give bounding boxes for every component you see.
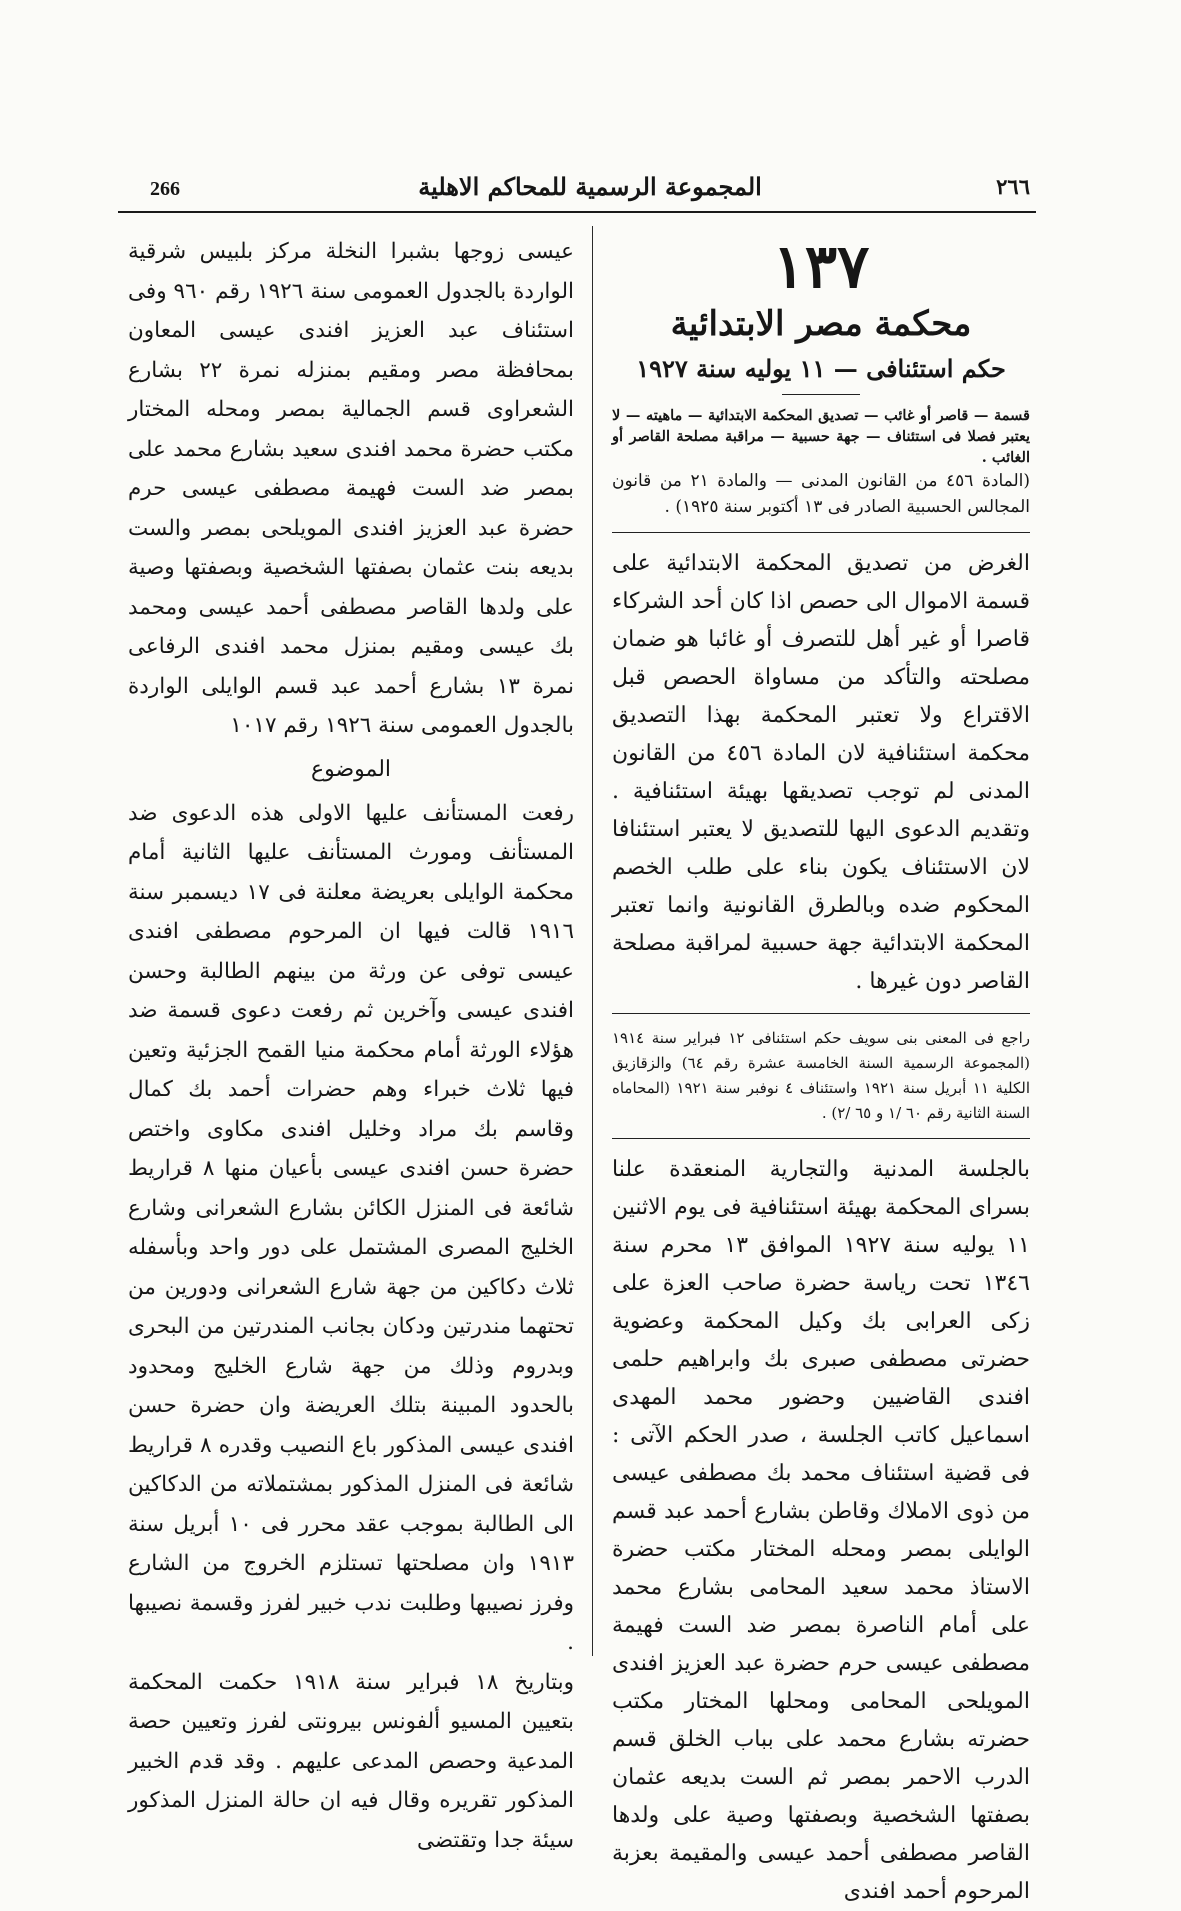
page-number-arabic: ٢٦٦ [996, 174, 1030, 199]
reference-note: راجع فى المعنى بنى سويف حكم استئنافى ١٢ فبراير سنة ١٩١٤ (المجموعة الرسمية السنة الخامسة عشرة رقم ٦٤) والزقازيق الكلية ١١ أبريل سنة ١٩٢١ واستئناف ٤ نوفبر سنة ١٩٢١ (المحاماه السنة الثانية رقم ٦٠ /١ و ٦٥ /٢) . [612, 1029, 1031, 1122]
running-title: المجموعة الرسمية للمحاكم الاهلية [418, 172, 762, 201]
page-number-latin: 266 [150, 178, 180, 200]
note-rule-top [612, 1013, 1030, 1014]
session-text: بالجلسة المدنية والتجارية المنعقدة علنا بسراى المحكمة بهيئة استئنافية فى يوم الاثنين ١١ يوليه سنة ١٩٢٧ الموافق ١٣ محرم سنة ١٣٤٦ تحت رياسة حضرة صاحب العزة على زكى العرابى بك وكيل المحكمة وعضوية حضرتى مصطفى صبرى بك وابراهيم حلمى افندى القاضيين وحضور محمد المهدى اسماعيل كاتب الجلسة ، صدر الحكم الآتى : فى قضية استئناف محمد بك مصطفى عيسى من ذوى الاملاك وقاطن بشارع أحمد عبد قسم الوايلى بمصر ومحله المختار مكتب حضرة الاستاذ محمد سعيد المحامى بشارع محمد على أمام الناصرة بمصر ضد الست فهيمة مصطفى عيسى حرم حضرة عبد العزيز افندى المويلحى المحامى ومحلها المختار مكتب حضرته بشارع محمد على بباب الخلق قسم الدرب الاحمر بمصر ثم الست بديعه عثمان بصفتها الشخصية وبصفتها وصية على ولدها القاصر مصطفى أحمد عيسى والمقيمة بعزبة المرحوم أحمد افندى [612, 1157, 1030, 1904]
legal-principle: الغرض من تصديق المحكمة الابتدائية على قسمة الاموال الى حصص اذا كان أحد الشركاء قاصرا أو غير أهل للتصرف أو غائبا هو ضمان مصلحته والتأكد من مساواة الحصص قبل الاقتراع ولا تعتبر المحكمة بهذا التصديق محكمة استئنافية لان المادة ٤٥٦ من القانون المدنى لم توجب تصديقها بهيئة استئنافية . وتقديم الدعوى اليها للتصديق لا يعتبر استئنافا لان الاستئناف يكون بناء على طلب الخصم المحكوم ضده وبالطرق القانونية وانما تعتبر المحكمة الابتدائية جهة حسبية لمراقبة مصلحة القاصر دون غيرها . [612, 551, 1030, 994]
judgment-line: حكم استئنافى — ١١ يوليه سنة ١٩٢٧ [636, 354, 1006, 383]
body-paragraph-2: وبتاريخ ١٨ فبراير سنة ١٩١٨ حكمت المحكمة بتعيين المسيو ألفونس بيرونتى لفرز وتعيين حصة المدعية وحصص المدعى عليهم . وقد قدم الخبير المذكور تقريره وقال فيه ان حالة المنزل المذكور سيئة جدا وتقتضى [128, 1669, 574, 1853]
left-column [128, 232, 574, 1860]
header-rule [118, 211, 1036, 213]
note-rule-bottom [612, 1138, 1030, 1139]
case-number: ١٣٧ [772, 232, 870, 302]
section-rule [612, 532, 1030, 533]
legal-articles: (المادة ٤٥٦ من القانون المدنى — والمادة ٢١ من قانون المجالس الحسبية الصادر فى ١٣ أكتوبر سنة ١٩٢٥) . [612, 471, 1030, 517]
case-summary: قسمة — قاصر أو غائب — تصديق المحكمة الابتدائية — ماهيته — لا يعتبر فصلا فى استئناف — جهة حسبية — مراقبة مصلحة القاصر أو الغائب . [612, 407, 1030, 466]
section-heading: الموضوع [310, 756, 392, 782]
short-rule [782, 394, 860, 395]
right-column [612, 230, 1030, 1911]
page-header [150, 170, 1030, 210]
body-paragraph-1: رفعت المستأنف عليها الاولى هذه الدعوى ضد المستأنف ومورث المستأنف عليها الثانية أمام محكمة الوايلى بعريضة معلنة فى ١٧ ديسمبر سنة ١٩١٦ قالت فيها ان المرحوم مصطفى افندى عيسى توفى عن ورثة من بينهم الطالبة وحسن افندى عيسى وآخرين ثم رفعت دعوى قسمة ضد هؤلاء الورثة أمام محكمة منيا القمح الجزئية وتعين فيها ثلاث خبراء وهم حضرات أحمد بك كمال وقاسم بك مراد وخليل افندى مكاوى واختص حضرة حسن افندى عيسى بأعيان منها ٨ قراريط شائعة فى المنزل الكائن بشارع الشعرانى وشارع الخليج المصرى المشتمل على دور واحد وبأسفله ثلاث دكاكين من جهة شارع الشعرانى ودورين من تحتهما مندرتين ودكان بجانب المندرتين من البحرى وبدروم وذلك من جهة شارع الخليج ومحدود بالحدود المبينة بتلك العريضة وان حضرة حسن افندى عيسى المذكور باع النصيب وقدره ٨ قراريط شائعة فى المنزل المذكور بمشتملاته من الدكاكين الى الطالبة بموجب عقد محرر فى ١٠ أبريل سنة ١٩١٣ وان مصلحتها تستلزم الخروج من الشارع وفرز نصيبها وطلبت ندب خبير لفرز وقسمة نصيبها . [128, 800, 575, 1655]
court-name: محكمة مصر الابتدائية [670, 304, 972, 344]
parties-continued: عيسى زوجها بشبرا النخلة مركز بلبيس شرقية الواردة بالجدول العمومى سنة ١٩٢٦ رقم ٩٦٠ وفى استئناف عبد العزيز افندى عيسى المعاون بمحافظة مصر ومقيم بمنزله نمرة ٢٢ بشارع الشعراوى قسم الجمالية بمصر ومحله المختار مكتب حضرة محمد افندى سعيد بشارع محمد على بمصر ضد الست فهيمة مصطفى عيسى حرم حضرة عبد العزيز افندى المويلحى بمصر والست بديعه بنت عثمان بصفتها الشخصية وبصفتها وصية على ولدها القاصر مصطفى أحمد عيسى ومحمد بك عيسى ومقيم بمنزل محمد افندى الرفاعى نمرة ١٣ بشارع أحمد عبد قسم الوايلى الواردة بالجدول العمومى سنة ١٩٢٦ رقم ١٠١٧ [128, 239, 575, 738]
column-divider [592, 226, 593, 1656]
